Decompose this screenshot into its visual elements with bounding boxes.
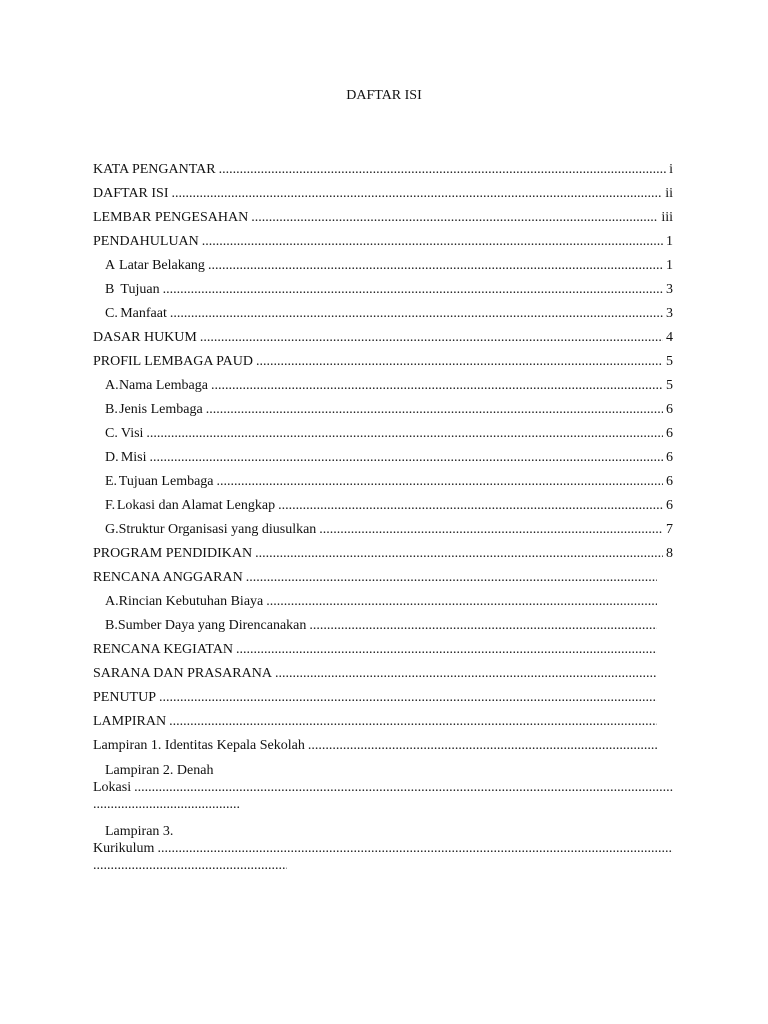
toc-entry-letter: B	[105, 282, 115, 297]
toc-dot-leader	[308, 734, 657, 758]
toc-entry-label: Latar Belakang	[119, 258, 205, 273]
toc-entry	[93, 446, 673, 470]
toc-entry-label: Lokasi dan Alamat Lengkap	[116, 498, 276, 513]
toc-dot-leader	[172, 182, 663, 206]
toc-entry-label: Tujuan	[120, 282, 160, 297]
toc-entry-label: DAFTAR ISI	[93, 186, 169, 201]
toc-wrapped-line2: Lokasi	[93, 780, 132, 795]
toc-entry-page-number: 8	[666, 546, 673, 561]
toc-entry-label: Struktur Organisasi yang diusulkan	[118, 522, 317, 537]
page-title: DAFTAR ISI	[346, 88, 422, 103]
toc-entry-label: Tujuan Lembaga	[118, 474, 214, 489]
toc-dot-leader	[163, 278, 663, 302]
toc-entry-page-number: 3	[666, 282, 673, 297]
toc-dot-leader	[157, 840, 673, 857]
toc-entry-label: Nama Lembaga	[118, 378, 208, 393]
toc-entry	[93, 350, 673, 374]
toc-entry	[93, 398, 673, 422]
toc-entry-letter: B.	[105, 402, 118, 417]
toc-entry-letter: A.	[105, 378, 119, 393]
toc-entry	[93, 614, 673, 638]
toc-entry-page-number: ii	[665, 186, 673, 201]
toc-entry-page-number: 5	[666, 354, 673, 369]
toc-entry-page-number: 6	[666, 498, 673, 513]
toc-entry-label: Sumber Daya yang Direncanakan	[117, 618, 307, 633]
toc-entry-page-number: 3	[666, 306, 673, 321]
toc-wrapped-entry	[93, 762, 673, 813]
toc-dot-leader	[309, 614, 657, 638]
toc-entry	[93, 710, 673, 734]
toc-entry-label: PENUTUP	[93, 690, 157, 705]
toc-entry	[93, 590, 673, 614]
toc-dot-leader	[211, 374, 663, 398]
toc-dot-leader	[236, 638, 657, 662]
toc-entry-label: LEMBAR PENGESAHAN	[93, 210, 249, 225]
toc-entry	[93, 302, 673, 326]
toc-entry-label: LAMPIRAN	[93, 714, 167, 729]
toc-entry-letter: A.	[105, 594, 119, 609]
toc-entry	[93, 566, 673, 590]
toc-entry	[93, 734, 673, 758]
toc-entry	[93, 206, 673, 230]
toc-entry	[93, 158, 673, 182]
toc-entry-label: Misi	[120, 450, 147, 465]
toc-dot-leader	[219, 158, 667, 182]
toc-entry-letter: B.	[105, 618, 118, 633]
toc-entry-label: PROGRAM PENDIDIKAN	[93, 546, 253, 561]
table-of-contents	[93, 158, 673, 880]
toc-entry-page-number: 1	[666, 258, 673, 273]
toc-dot-leader	[251, 206, 658, 230]
toc-entry-label: KATA PENGANTAR	[93, 162, 216, 177]
toc-entry-page-number: 6	[666, 474, 673, 489]
toc-dot-leader	[275, 662, 657, 686]
toc-entry-label: Visi	[120, 426, 144, 441]
toc-dot-leader	[256, 350, 663, 374]
toc-dot-leader	[159, 686, 657, 710]
toc-entry-page-number: 6	[666, 450, 673, 465]
toc-wrapped-line2: Kurikulum	[93, 841, 155, 856]
toc-entry	[93, 230, 673, 254]
toc-entry-page-number: iii	[661, 210, 673, 225]
toc-entry-letter: G.	[105, 522, 119, 537]
toc-entry-page-number: 7	[666, 522, 673, 537]
toc-entry-page-number: 6	[666, 426, 673, 441]
toc-entry	[93, 662, 673, 686]
toc-entry-letter: E.	[105, 474, 118, 489]
toc-entry-letter: C.	[105, 426, 118, 441]
toc-entry-label: PENDAHULUAN	[93, 234, 199, 249]
toc-dot-leader	[93, 857, 287, 874]
toc-entry-page-number: 4	[666, 330, 673, 345]
toc-entry-page-number: 6	[666, 402, 673, 417]
toc-wrapped-entry	[93, 823, 673, 874]
toc-entry-label: Lampiran 1. Identitas Kepala Sekolah	[93, 738, 305, 753]
toc-entry	[93, 470, 673, 494]
toc-entry-label: Jenis Lembaga	[119, 402, 203, 417]
toc-entry-label: SARANA DAN PRASARANA	[93, 666, 272, 681]
toc-wrapped-line1: Lampiran 2. Denah	[105, 763, 214, 778]
toc-dot-leader	[169, 710, 657, 734]
toc-entries	[93, 158, 673, 758]
toc-entry-label: RENCANA KEGIATAN	[93, 642, 234, 657]
toc-entry-letter: F.	[105, 498, 116, 513]
toc-entry	[93, 638, 673, 662]
toc-dot-leader	[319, 518, 663, 542]
toc-entry	[93, 182, 673, 206]
toc-dot-leader	[208, 254, 663, 278]
toc-entry-letter: D.	[105, 450, 119, 465]
toc-entry	[93, 542, 673, 566]
toc-entry	[93, 494, 673, 518]
toc-dot-leader	[278, 494, 663, 518]
toc-entry-page-number: i	[669, 162, 673, 177]
toc-entry-label: RENCANA ANGGARAN	[93, 570, 243, 585]
toc-dot-leader	[206, 398, 663, 422]
toc-entry	[93, 326, 673, 350]
toc-dot-leader	[246, 566, 657, 590]
toc-dot-leader	[266, 590, 657, 614]
toc-dot-leader	[255, 542, 663, 566]
toc-entry	[93, 374, 673, 398]
toc-dot-leader	[146, 422, 663, 446]
toc-entry-page-number: 5	[666, 378, 673, 393]
toc-entry	[93, 422, 673, 446]
toc-entry-label: Rincian Kebutuhan Biaya	[118, 594, 264, 609]
toc-dot-leader	[150, 446, 663, 470]
toc-entry-label: PROFIL LEMBAGA PAUD	[93, 354, 253, 369]
toc-entry	[93, 686, 673, 710]
toc-entry-label: Manfaat	[120, 306, 167, 321]
toc-entry-page-number: 1	[666, 234, 673, 249]
toc-dot-leader	[217, 470, 663, 494]
toc-entry	[93, 518, 673, 542]
toc-entry-label: DASAR HUKUM	[93, 330, 197, 345]
toc-dot-leader	[200, 326, 663, 350]
toc-dot-leader	[93, 796, 240, 813]
toc-dot-leader	[134, 779, 673, 796]
toc-entry-letter: A	[105, 258, 116, 273]
toc-entry	[93, 278, 673, 302]
toc-dot-leader	[202, 230, 663, 254]
toc-entry-letter: C.	[105, 306, 118, 321]
toc-entry	[93, 254, 673, 278]
toc-wrapped-line1: Lampiran 3.	[105, 824, 174, 839]
toc-dot-leader	[170, 302, 663, 326]
